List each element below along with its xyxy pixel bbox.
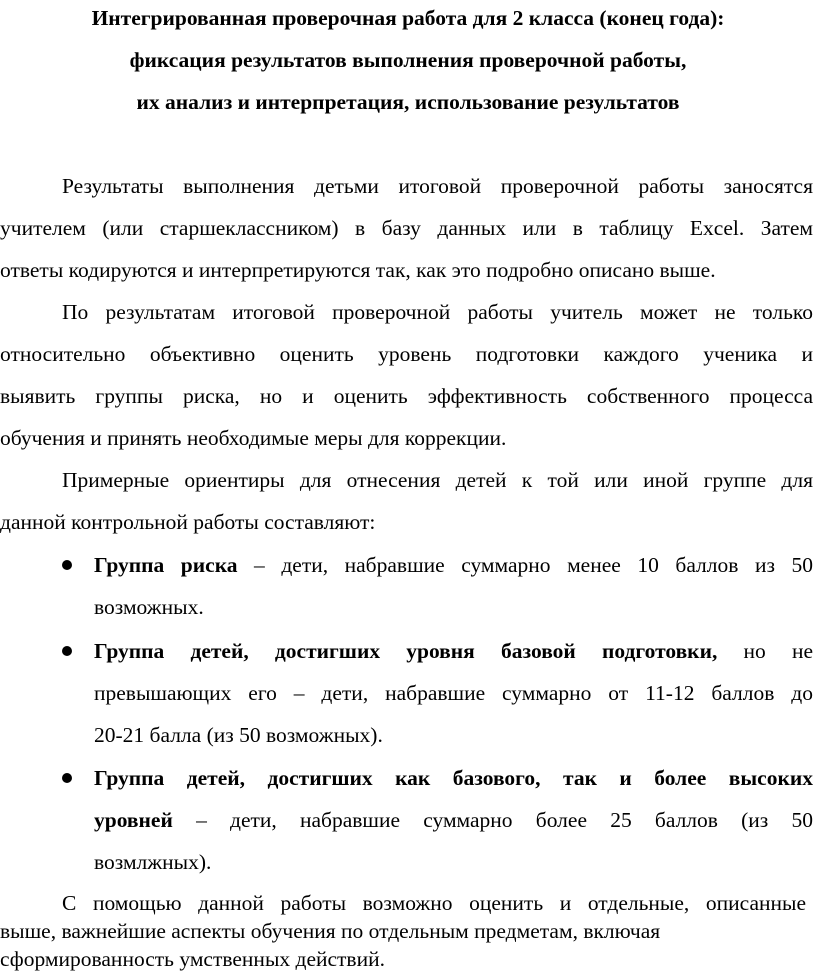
bullet-icon [62,773,72,783]
group-3-line-2 [94,810,813,832]
group-3-line-1 [94,768,813,790]
paragraph-3-line-1: Примерные ориентиры для отнесения детей к той или иной группе для [62,468,813,492]
document-title-line-2: фиксация результатов выполнения проверочной работы, [129,48,687,72]
paragraph-4-line-3: сформированность умственных действий. [0,947,385,971]
document-title-line-3: их анализ и интерпретация, использование результатов [136,90,680,114]
paragraph-4-line-2: выше, важнейшие аспекты обучения по отдельным предметам, включая [0,919,661,943]
paragraph-2-line-1: По результатам итоговой проверочной работы учитель может не только [62,300,813,324]
group-2-line-2: превышающих его – дети, набравшие суммарно от 11-12 баллов до [94,681,813,705]
paragraph-2-line-4: обучения и принять необходимые меры для коррекции. [0,426,507,450]
group-2-description: но не [717,639,814,663]
group-3-title-end: уровней [94,808,173,832]
paragraph-1-line-3: ответы кодируются и интерпретируются так, как это подробно описано выше. [0,258,716,282]
paragraph-1-line-2: учителем (или старшеклассником) в базу данных или в таблицу Excel. Затем [0,216,813,240]
group-1-description: – дети, набравшие суммарно менее 10 баллов из 50 [237,553,813,577]
paragraph-2-line-3: выявить группы риска, но и оценить эффективность собственного процесса [0,384,813,408]
group-2-line-1 [94,641,813,663]
document-title-line-1: Интегрированная проверочная работа для 2 класса (конец года): [91,6,725,30]
group-3-title: Группа детей, достигших как базового, так и более высоких [94,766,813,790]
group-1-line-2: возможных. [94,595,204,619]
group-2-title: Группа детей, достигших уровня базовой подготовки, [94,639,718,663]
paragraph-2-line-2: относительно объективно оценить уровень подготовки каждого ученика и [0,342,813,366]
group-1-title: Группа риска [94,553,238,577]
bullet-icon [62,646,72,656]
paragraph-4-line-1: С помощью данной работы возможно оценить и отдельные, описанные [62,891,806,915]
bullet-icon [62,560,72,570]
paragraph-1-line-1: Результаты выполнения детьми итоговой проверочной работы заносятся [62,174,813,198]
group-1-line-1 [94,555,813,577]
group-3-description: – дети, набравшие суммарно более 25 баллов (из 50 [172,808,813,832]
group-2-line-3: 20-21 балла (из 50 возможных). [94,723,383,747]
paragraph-3-line-2: данной контрольной работы составляют: [0,510,376,534]
group-3-line-3: возмлжных). [94,850,212,874]
